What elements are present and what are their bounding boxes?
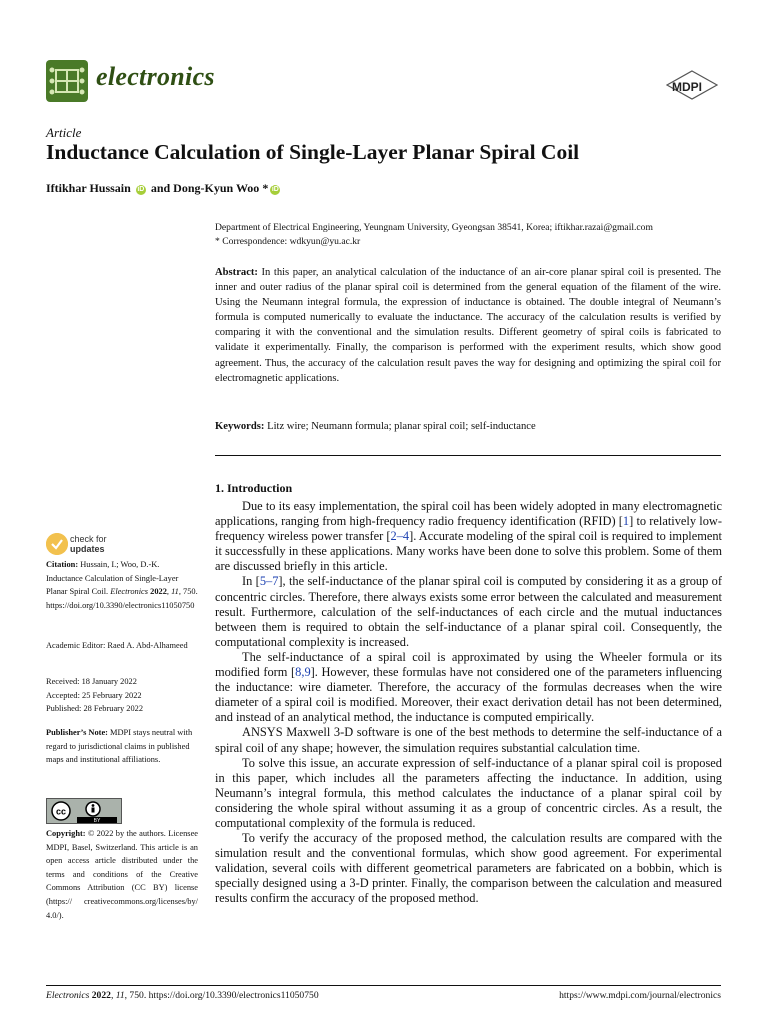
corresponding-star: * (262, 181, 269, 195)
abstract-text: In this paper, an analytical calculation of the inductance of an air-core planar spiral coil is presented. The inner and outer radius of the planar spiral coil is determined from the general equation of the filament of the wire. Using the Neumann integral formula, the expression of inductance is obtained. The double integral of Neumann’s formula is computed numerically to evaluate the inductance. The accuracy of the calculation results is verified by comparing it with the conventional and the simulation results. Different geometry of spiral coils is fabricated to validate it experimentally. Finally, the comparison is performed with the experiment results, which show good agreement. Thus, the accuracy of the calculation result paves the way for designing and optimizing the spiral coil for electromagnetic applications. (215, 267, 721, 384)
abstract-label: Abstract: (215, 267, 258, 278)
reference-link[interactable]: 1 (622, 514, 630, 529)
footer-citation[interactable]: Electronics 2022, 11, 750. https://doi.org/10.3390/electronics11050750 (46, 990, 319, 1001)
orcid-icon[interactable]: iD (137, 186, 145, 193)
section-heading: 1. Introduction (215, 481, 293, 495)
paragraph: ANSYS Maxwell 3-D software is one of the best methods to determine the self-inductance of a spiral coil of any shape; however, the simulation requires substantial calculation time. (215, 725, 722, 755)
journal-name[interactable]: electronics (96, 62, 215, 91)
paragraph: In [5–7], the self-inductance of the planar spiral coil is computed by considering it as a group of concentric circles. Therefore, there always exists some error between the calculated and measurement result. Furthermore, calculation of the self-inductances of each circle and the mutual inductances between them is required to obtain the self-inductance of a planar spiral coil. Consequently, the computational complexity is increased. (215, 574, 723, 649)
accepted-date: Accepted: 25 February 2022 (46, 690, 142, 700)
paragraph: To solve this issue, an accurate expression of self-inductance of a planar spiral coil is proposed in this paper, which includes all the parameters affecting the inductance. In addition, using Neumann’s integral formula, this method calculates the inductance of a planar spiral coil by considering the whole spiral without assuming it as a group of concentric circles. As a result, the computational complexity of the formula is reduced. (215, 755, 722, 830)
article-type: Article (46, 125, 82, 140)
reference-link[interactable]: 5–7 (259, 574, 279, 589)
affiliation-block (215, 221, 653, 249)
citation: Citation: Hussain, I.; Woo, D.-K. Inductance Calculation of Single-Layer Planar Spiral Coil. Electronics 2022, 11, 750. https://doi.org/10.3390/electronics11050750 (46, 560, 198, 610)
abstract (215, 265, 721, 386)
received-date: Received: 18 January 2022 (46, 677, 137, 686)
svg-text:cc: cc (55, 806, 67, 817)
footer-divider (46, 985, 721, 986)
author-2[interactable]: and Dong-Kyun Woo (150, 181, 260, 195)
paragraph: To verify the accuracy of the proposed method, the calculation results are compared with the simulation result and the conventional formulas, which show good agreement. For experimental validation, several coils with different geometrical parameters are fabricated on a bobbin, which is specially designed using a 3-D printer. Finally, the comparison between the calculation and measured results confirm the accuracy of the proposed method. (215, 831, 722, 906)
footer-journal-link[interactable]: https://www.mdpi.com/journal/electronics (559, 990, 721, 1001)
introduction-body (215, 499, 722, 907)
keywords (215, 421, 721, 432)
published-date: Published: 28 February 2022 (46, 704, 144, 714)
dates (46, 675, 198, 716)
journal-logo-icon (46, 60, 88, 102)
cc-by-license-icon[interactable] (46, 798, 122, 824)
reference-link[interactable]: 8,9 (295, 665, 311, 680)
check-for-updates-button[interactable]: check for updates (70, 534, 107, 554)
keywords-text: Litz wire; Neumann formula; planar spiral coil; self-inductance (267, 421, 536, 432)
article-title: Inductance Calculation of Single-Layer Planar Spiral Coil (46, 140, 580, 164)
keywords-label: Keywords: (215, 421, 265, 432)
copyright-notice: Copyright: © 2022 by the authors. Licensee MDPI, Basel, Switzerland. This article is an open access article distributed under the terms and conditions of the Creative Commons Attribution (CC BY) license (https:// creativecommons.org/licenses/by/ 4.0/). (46, 829, 198, 920)
mdpi-logo-text: MDPI (672, 80, 702, 94)
divider (215, 455, 721, 456)
paragraph: The self-inductance of a spiral coil is approximated by using the Wheeler formula or its modified form [8,9]. However, these formulas have not considered one of the parameters influencing the inductance: wire diameter. Therefore, the accuracy of the formulas decreases when the wire diameter of a spiral coil is modified. Moreover, their exact derivation detail has not been determined, and instead of an analytical method, the inductance is computed empirically. (215, 649, 722, 725)
authors-line (46, 181, 282, 196)
svg-text:BY: BY (93, 818, 101, 823)
correspondence: * Correspondence: wdkyun@yu.ac.kr (215, 236, 361, 247)
orcid-icon[interactable]: iD (271, 186, 279, 193)
academic-editor: Academic Editor: Raed A. Abd-Alhameed (46, 641, 188, 650)
check-for-updates-icon[interactable] (46, 533, 68, 555)
reference-link[interactable]: 2–4 (390, 529, 410, 544)
affiliation: Department of Electrical Engineering, Yeungnam University, Gyeongsan 38541, Korea; iftikhar.razai@gmail.com (215, 222, 653, 233)
author-1[interactable]: Iftikhar Hussain (46, 181, 131, 195)
paragraph: Due to its easy implementation, the spiral coil has been widely adopted in many electromagnetic applications, ranging from high-frequency radio frequency identification (RFID) [1] to relatively low-frequency wireless power transfer [2–4]. Accurate modeling of the spiral coil is required to implement it successfully in these applications. Many works have been done to solve this problem. Some of them are discussed briefly in this article. (215, 499, 722, 574)
publisher-note: Publisher’s Note: MDPI stays neutral with regard to jurisdictional claims in published maps and institutional affiliations. (46, 728, 193, 765)
